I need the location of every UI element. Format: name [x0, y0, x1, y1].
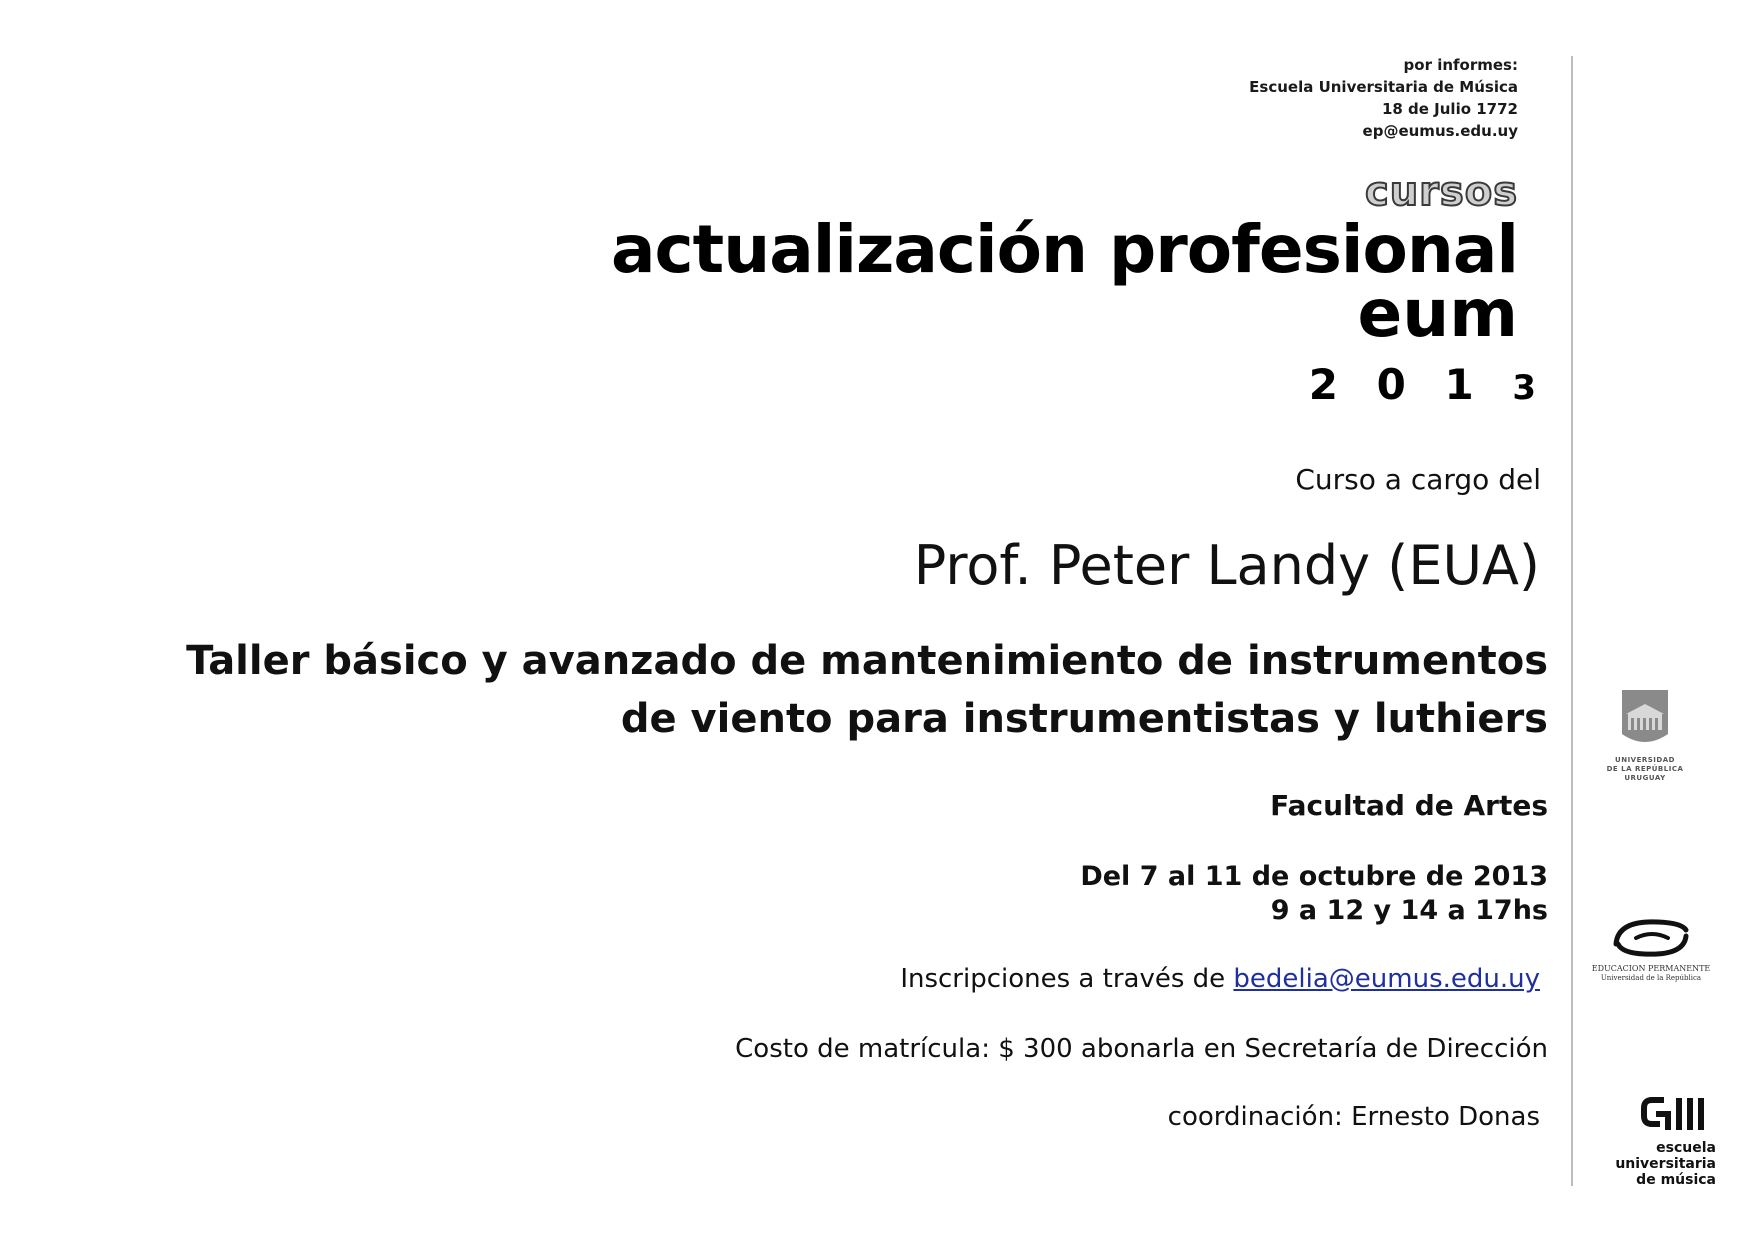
cursos-heading: cursos: [1364, 169, 1518, 215]
course-title: [68, 632, 1548, 748]
contact-info: [1249, 54, 1518, 142]
professor-name: Prof. Peter Landy (EUA): [913, 534, 1540, 597]
eum-caption-2: universitaria: [1615, 1156, 1716, 1172]
year-heading: [1309, 360, 1548, 413]
course-title-line2: de viento para instrumentistas y luthiers: [620, 696, 1548, 742]
course-dates: [1080, 860, 1548, 928]
eum-heading: eum: [1357, 275, 1518, 352]
ep-caption-2: Universidad de la República: [1600, 974, 1702, 982]
contact-address: 18 de Julio 1772: [1381, 100, 1518, 118]
vertical-divider: [1571, 56, 1573, 1186]
eum-mark-icon: [1596, 1096, 1716, 1136]
ep-swirl-icon: [1578, 914, 1724, 960]
contact-heading: por informes:: [1403, 56, 1518, 74]
ep-caption-1: EDUCACION PERMANENTE: [1591, 964, 1711, 973]
venue: Facultad de Artes: [1270, 789, 1548, 822]
registration-email-link[interactable]: bedelia@eumus.edu.uy: [1233, 964, 1540, 994]
year-main: 2 0 1: [1308, 360, 1486, 409]
page-title: actualización profesional: [611, 211, 1518, 288]
eum-logo: [1596, 1096, 1716, 1188]
udelar-caption-2: DE LA REPÚBLICA: [1606, 765, 1684, 773]
coordination-info: coordinación: Ernesto Donas: [1167, 1102, 1540, 1132]
udelar-building-icon: [1590, 690, 1700, 752]
udelar-logo: [1590, 690, 1700, 783]
eum-caption-1: escuela: [1656, 1140, 1716, 1156]
udelar-caption-1: UNIVERSIDAD: [1615, 756, 1675, 764]
educacion-permanente-logo: [1578, 914, 1724, 983]
contact-institution: Escuela Universitaria de Música: [1249, 78, 1518, 96]
date-range: Del 7 al 11 de octubre de 2013: [1080, 861, 1548, 892]
course-title-line1: Taller básico y avanzado de mantenimiento de instrumentos: [186, 638, 1548, 684]
eum-caption-3: de música: [1636, 1172, 1716, 1188]
registration-info: [900, 962, 1540, 996]
year-last-digit: 3: [1512, 368, 1548, 408]
schedule-hours: 9 a 12 y 14 a 17hs: [1270, 895, 1548, 926]
cost-info: Costo de matrícula: $ 300 abonarla en Secretaría de Dirección: [735, 1034, 1548, 1064]
contact-email: ep@eumus.edu.uy: [1362, 122, 1518, 140]
udelar-caption-3: URUGUAY: [1624, 774, 1666, 782]
intro-text: Curso a cargo del: [1295, 463, 1541, 496]
registration-prefix: Inscripciones a través de: [900, 964, 1226, 994]
